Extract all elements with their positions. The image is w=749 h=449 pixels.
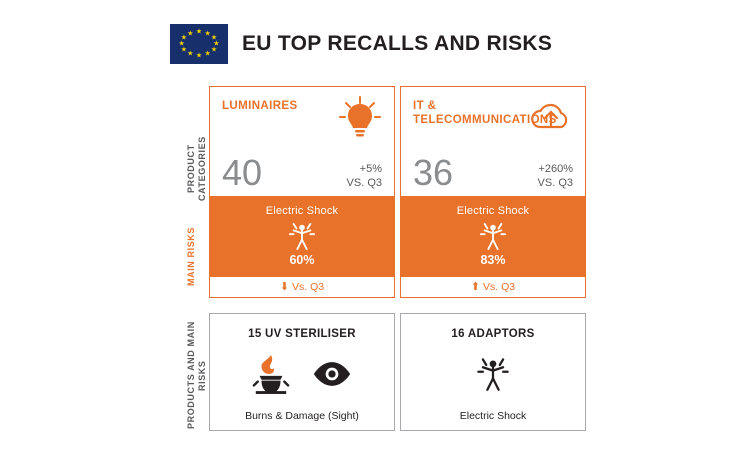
category-column: [209, 86, 395, 298]
delta-period: VS. Q3: [346, 177, 382, 189]
risk-percent: 83%: [480, 253, 506, 267]
risk-percent: 60%: [289, 253, 315, 267]
eu-star-icon: ★: [204, 50, 211, 58]
trend-row: [209, 276, 395, 298]
trend-label: Vs. Q3: [483, 281, 516, 293]
category-label: IT & TELECOMMUNICATIONS: [413, 100, 557, 126]
category-card: [400, 86, 586, 196]
product-card: [400, 313, 586, 431]
trend-down-icon: ⬇: [279, 281, 290, 293]
delta-period: VS. Q3: [537, 177, 573, 189]
row-label-main-risks: MAIN RISKS: [186, 226, 196, 286]
eu-star-icon: ★: [210, 46, 218, 54]
eu-star-icon: ★: [180, 46, 188, 54]
trend-up-icon: ⬆: [470, 281, 481, 293]
trend-label: Vs. Q3: [292, 281, 325, 293]
eu-star-icon: ★: [195, 28, 203, 36]
risk-label: Electric Shock: [265, 205, 339, 217]
burn-fire-icon: [252, 353, 290, 400]
product-title: 15 UV STERILISER: [248, 328, 356, 340]
product-title: 16 ADAPTORS: [451, 328, 535, 340]
product-icon-row: [210, 352, 394, 400]
recall-count: 40: [222, 152, 263, 193]
eye-icon: [312, 361, 352, 392]
product-icon-row: [401, 352, 585, 400]
trend-row: [400, 276, 586, 298]
header: [170, 24, 552, 64]
main-risk-card: [209, 196, 395, 276]
electric-shock-icon: [210, 220, 394, 252]
product-caption: Electric Shock: [459, 410, 527, 422]
eu-star-icon: ★: [204, 30, 211, 38]
lightbulb-icon: [336, 95, 384, 139]
main-risk-card: [400, 196, 586, 276]
delta-value: +5%: [359, 163, 382, 175]
delta-block: [538, 162, 573, 190]
eu-star-icon: ★: [187, 50, 194, 58]
count-row: [210, 152, 394, 193]
eu-star-icon: ★: [210, 34, 218, 42]
delta-block: [347, 162, 382, 190]
eu-star-icon: ★: [195, 52, 203, 60]
recall-count: 36: [413, 152, 454, 193]
eu-star-icon: ★: [213, 40, 220, 48]
eu-star-icon: ★: [178, 40, 185, 48]
row-label-products-and-main-risks: PRODUCTS AND MAIN RISKS: [186, 321, 207, 430]
product-caption: Burns & Damage (Sight): [245, 410, 359, 422]
delta-value: +260%: [538, 163, 573, 175]
electric-shock-icon: [476, 356, 510, 397]
category-label: LUMINAIRES: [222, 100, 298, 112]
page-title: EU TOP RECALLS AND RISKS: [242, 32, 553, 55]
cloud-upload-icon: [527, 95, 575, 139]
eu-star-icon: ★: [187, 30, 194, 38]
count-row: [401, 152, 585, 193]
risk-label: Electric Shock: [456, 205, 530, 217]
row-label-product-categories: PRODUCT CATEGORIES: [186, 136, 207, 202]
electric-shock-icon: [401, 220, 585, 252]
category-card: [209, 86, 395, 196]
eu-flag-icon: [170, 24, 228, 64]
category-column: [400, 86, 586, 298]
eu-star-icon: ★: [180, 34, 188, 42]
product-card: [209, 313, 395, 431]
